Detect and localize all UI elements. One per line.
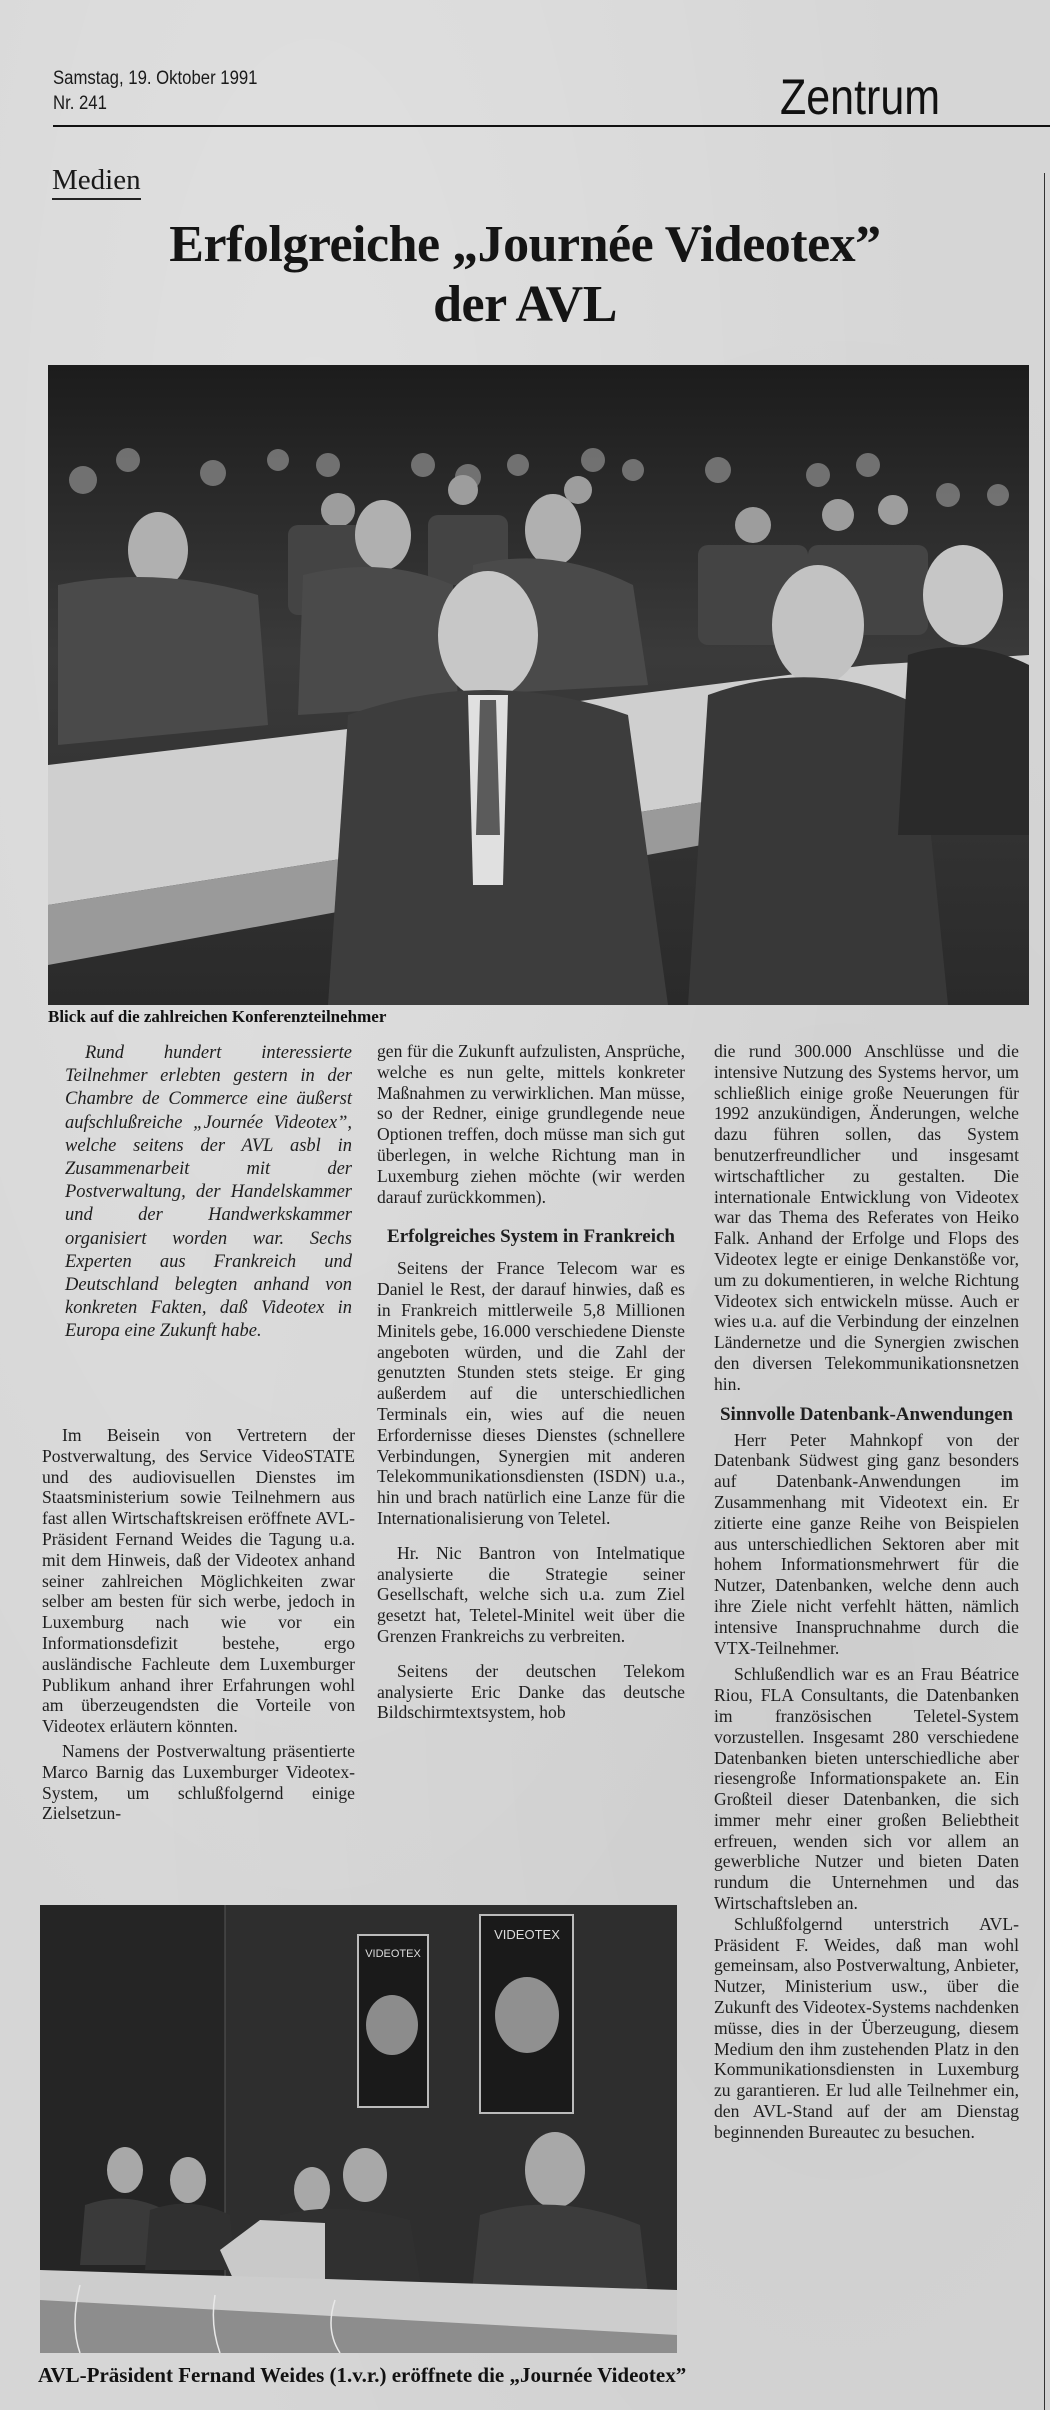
videotex-poster-left bbox=[358, 1935, 428, 2107]
lead-paragraph: Rund hundert interessierte Teilnehmer erlebten gestern in der Chambre de Commerce eine äußerst aufschlußreiche „Journée Videotex”, welche seitens der AVL asbl in Zusammenarbeit mit der Postverwaltung, der Handelskammer und der Handwerkskammer organisiert worden war. Sechs Experten aus Frankreich und Deutschland belegten anhand von konkreten Fakten, daß Videotex in Europa eine Zukunft habe. bbox=[65, 1043, 352, 1342]
body-paragraph: die rund 300.000 Anschlüsse und die intensive Nutzung des Systems hervor, um schließlich einige große Neuerungen für 1992 anzukündigen, Änderungen, welche dazu führen sollen, das System benutzerfreundlicher und insgesamt wirtschaftlicher zu gestalten. Die internationale Entwicklung von Videotex war das Thema des Referates von Heiko Falk. Anhand der Erfolge und Flops des Videotex legte er einige Denkanstöße vor, um zu dokumentieren, in welche Richtung Videotex sich entwickeln müsse. Auch er wies u.a. auf die Verbindung der einzelnen Ländernetze und die Synergien zwischen den diversen Telekommunikationsnetzen hin. bbox=[714, 1041, 1019, 1394]
article-column-1 bbox=[42, 1425, 355, 1824]
body-paragraph: Hr. Nic Bantron von Intelmatique analysierte die Strategie seiner Gesellschaft, welche sich u.a. zum Ziel gesetzt hat, Teletel-Minitel weit über die Grenzen Frankreichs zu verbreiten. bbox=[377, 1542, 685, 1646]
headline-line-1: Erfolgreiche „Journée Videotex” bbox=[169, 216, 881, 273]
issue-date: Samstag, 19. Oktober 1991 bbox=[53, 68, 258, 89]
body-paragraph: Seitens der France Telecom war es Daniel le Rest, der darauf hinwies, daß es in Frankreich mittlerweile 5,8 Millionen Minitels gebe, 16.000 verschiedene Dienste angeboten würden, und die Zahl der genutzten Stunden stets steige. Er ging außerdem auf die unterschiedlichen Terminals ein, wies auf die neuen Erfordernisse dieses Dienstes (schnellere Verbindungen, Synergien mit anderen Telekommunikationsdiensten (ISDN) u.a., hin und brach natürlich eine Lanze für die Internationalisierung von Teletel. bbox=[377, 1258, 685, 1528]
body-paragraph: Namens der Postverwaltung präsentierte Marco Barnig das Luxemburger Videotex-System, um schlußfolgernd einige Zielsetzun- bbox=[42, 1740, 355, 1824]
headline-line-2: der AVL bbox=[433, 276, 617, 333]
body-paragraph: gen für die Zukunft aufzulisten, Ansprüche, welche es nun gelte, mittels konkreter Maßnahmen zu verwirklichen. Man müsse, so der Redner, einige grundlegende neue Optionen treffen, doch müsse man sich gut überlegen, in welche Richtung man in Luxemburg ziehen möchte (wir werden darauf zurückkommen). bbox=[377, 1041, 685, 1207]
subheading-france: Erfolgreiches System in Frankreich bbox=[387, 1226, 675, 1248]
photo-caption-audience: Blick auf die zahlreichen Konferenzteilnehmer bbox=[48, 1007, 387, 1026]
body-paragraph: Schlußfolgernd unterstrich AVL-Präsident F. Weides, daß man wohl gemeinsam, also Postverwaltung, Anbieter, Nutzer, Ministerium usw., über die Zukunft des Videotex-Systems nachdenken müsse, dies in der Überzeugung, diesem Medium den ihm zustehenden Platz in den Kommunikationsdiensten in Luxemburg zu garantieren. Er lud alle Teilnehmer ein, den AVL-Stand auf der am Dienstag beginnenden Bureautec zu besuchen. bbox=[714, 1913, 1019, 2142]
poster-title: VIDEOTEX bbox=[494, 1927, 560, 1942]
poster-title: VIDEOTEX bbox=[365, 1948, 421, 1960]
column-rule bbox=[1044, 173, 1045, 2410]
section-title: Zentrum bbox=[780, 69, 941, 125]
body-paragraph: Herr Peter Mahnkopf von der Datenbank Südwest ging ganz besonders auf Datenbank-Anwendungen im Zusammenhang mit Videotext ein. Er zitierte eine ganze Reihe von Beispielen aus unterschiedlichen Sektoren aber mit hohem Informationsmehrwert für die Nutzer, Datenbanken, welche denn auch ihre Ziele nicht verfehlt hätten, nämlich intensive Inanspruchnahme durch die VTX-Teilnehmer. bbox=[714, 1429, 1019, 1658]
audience-photo-illustration bbox=[48, 365, 1029, 1005]
photo-caption-panel: AVL-Präsident Fernand Weides (1.v.r.) eröffnete die „Journée Videotex” bbox=[38, 2363, 687, 2387]
videotex-poster-right bbox=[480, 1915, 573, 2113]
body-paragraph: Im Beisein von Vertretern der Postverwaltung, des Service VideoSTATE und des audiovisuellen Dienstes im Staatsministerium sowie Teilnehmern aus fast allen Wirtschaftskreisen eröffnete AVL-Präsident Fernand Weides die Tagung u.a. mit dem Hinweis, daß der Videotex anhand seiner zahlreichen Möglichkeiten zwar selber am besten für sich werbe, jedoch in Luxemburg nach wie vor ein Informationsdefizit bestehe, ergo ausländische Fachleute dem Luxemburger Publikum anhand ihrer Erfahrungen wohl am überzeugendsten die Vorteile von Videotex erläutern könnten. bbox=[42, 1425, 355, 1737]
issue-number: Nr. 241 bbox=[53, 93, 107, 114]
photo-conference-audience bbox=[48, 365, 1029, 1005]
body-paragraph: Seitens der deutschen Telekom analysierte Eric Danke das deutsche Bildschirmtextsystem, hob bbox=[377, 1660, 685, 1723]
header-rule bbox=[53, 125, 1050, 127]
article-column-3 bbox=[714, 1041, 1019, 2143]
rubric-label: Medien bbox=[52, 164, 141, 200]
body-paragraph: Schlußendlich war es an Frau Béatrice Riou, FLA Consultants, die Datenbanken im französischen Teletel-System vorzustellen. Insgesamt 280 verschiedene Datenbanken bieten unterschiedliche aber riesengroße Informationspakete an. Ein Großteil dieser Datenbanken, die sich immer mehr einer großen Beliebtheit erfreuen, wenden sich vor allem an gewerbliche Nutzer und bieten Daten rundum die Unternehmen und das Wirtschaftsleben an. bbox=[714, 1664, 1019, 1914]
headline bbox=[40, 215, 1010, 335]
article-column-2 bbox=[377, 1041, 685, 1723]
masthead-date-block bbox=[53, 66, 257, 116]
photo-panel-speakers bbox=[40, 1905, 677, 2353]
panel-photo-illustration bbox=[40, 1905, 677, 2353]
article-lead bbox=[65, 1042, 352, 1344]
subheading-databases: Sinnvolle Datenbank-Anwendungen bbox=[719, 1403, 1013, 1425]
